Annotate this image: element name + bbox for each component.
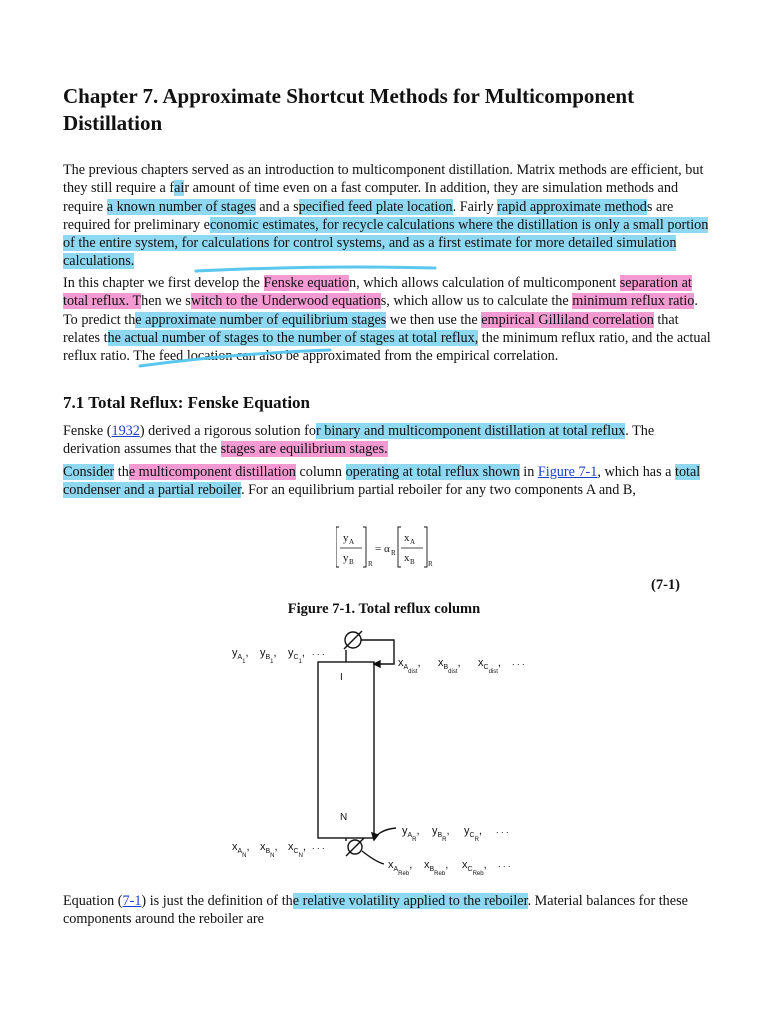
highlight: stages are equilibrium stages. [220,441,388,458]
svg-text:xAdist,: $x_{Adist}$, [398,657,421,675]
highlight: pecified feed plate location [298,198,453,215]
svg-text:xBdist,: $x_{Bdist}$, [438,657,461,675]
chapter-overview-paragraph: In this chapter we first develop the Fenske equation, which allows calculation of multicomponent separation at total reflux. Then we switch to the Underwood equations, which allow us to calculate the minimum reflux ratio. To predict the approximate number of equilibrium stages we then use the empirical Gilliland correlation that relates the actual number of stages to the number of stages at total reflux, the minimum reflux ratio, and the actual reflux ratio. The feed location can also be approximated from the empirical correlation. [63,275,711,365]
svg-text:yC1,: $y_{C1}$, [288,647,305,665]
svg-text:xCdist,: $x_{Cdist}$, [478,657,501,675]
equation-number: (7-1) [651,577,680,593]
eq-y: y [343,552,349,564]
figure-caption: Figure 7-1. Total reflux column [287,601,481,617]
fenske-paragraph: Fenske (1932) derived a rigorous solution for binary and multicomponent distillation at total reflux. The derivation assumes that the stages are equilibrium stages. [63,423,655,458]
highlight: minimum reflux ratio [572,293,695,310]
highlight: conomic estimates, for recycle calculations where the distillation is only a small portion of the entire system, for calculations for control systems, and as a first estimate for more detailed simulation calculations. [63,216,709,270]
section-heading: 7.1 Total Reflux: Fenske Equation [63,393,311,412]
eq-sub-a: A [349,538,355,546]
svg-text:. . .: . . . [312,647,325,657]
svg-text:xAReb,: $x_{AReb}$, [388,859,413,877]
svg-text:yA1,: $y_{A1}$, [232,647,249,665]
highlight: e approximate number of equilibrium stages [135,311,387,328]
highlight: he actual number of stages to the number of stages at total reflux, [107,329,479,346]
intro-paragraph: The previous chapters served as an introduction to multicomponent distillation. Matrix methods are efficient, but they still require a fair amount of time even on a fast computer. In addition, they are simulation methods and require a known number of stages and a specified feed plate location. Fairly rapid approximate methods are required for preliminary economic estimates, for recycle calculations where the distillation is only a small portion of the entire system, for calculations for control systems, and as a first estimate for more detailed simulation calculations. [63,162,709,270]
stage-label-top: I [340,672,343,683]
vapor-top-label [232,647,325,665]
svg-text:. . .: . . . [498,859,511,869]
highlight: Consider [63,464,115,480]
reboiler-vapor-label [402,825,509,843]
total-reflux-column-figure [226,628,542,888]
eq-alpha: α [384,543,390,555]
eq-x: x [404,532,410,544]
highlight: witch to the Underwood equation [190,293,381,310]
svg-text:. . .: . . . [312,841,325,851]
highlight: rapid approximate method [497,198,647,215]
highlight: separation at total reflux. T [63,275,692,310]
chapter-title: Chapter 7. Approximate Shortcut Methods for Multicomponent Distillation [63,84,635,135]
svg-text:xAN,: $x_{AN}$, [232,841,250,859]
svg-text:xCReb,: $x_{CReb}$, [462,859,487,877]
distillate-label [398,657,525,675]
eq-x: x [404,552,410,564]
svg-text:xBReb,: $x_{BReb}$, [424,859,449,877]
relative-volatility-equation [336,525,436,569]
highlight: operating at total reflux shown [345,464,520,480]
highlight: e multicomponent distillation [128,464,296,480]
highlight: empirical Gilliland correlation [481,311,654,328]
svg-text:yAR,: $y_{AR}$, [402,825,420,843]
svg-text:xBN,: $x_{BN}$, [260,841,278,859]
highlight: total condenser and a partial reboiler [63,464,701,499]
eq-sub-r: R [368,560,373,568]
reboiler-bottoms-label [388,859,511,877]
consider-paragraph: Consider the multicomponent distillation column operating at total reflux shown in Figure 7-1, which has a total condenser and a partial reboiler. For an equilibrium partial reboiler for any two components A and B, [63,464,701,499]
svg-text:. . .: . . . [512,657,525,667]
eq-y: y [343,532,349,544]
citation-link[interactable]: 1932 [111,423,140,439]
liquid-bottom-label [232,841,325,859]
svg-text:yBR,: $y_{BR}$, [432,825,450,843]
svg-text:yCR,: $y_{CR}$, [464,825,482,843]
eq-equals: = [375,543,382,555]
eq-sub-b: B [349,558,354,566]
material-balance-paragraph: Equation (7-1) is just the definition of the relative volatility applied to the reboiler. Material balances for these components around the reboiler are [63,893,688,928]
eq-sub-r: R [391,549,396,557]
highlight: Fenske equatio [263,275,350,291]
highlight: r binary and multicomponent distillation at total reflux [315,423,626,439]
equation-link[interactable]: 7-1 [122,893,142,909]
eq-sub-b: B [410,558,415,566]
svg-text:yB1,: $y_{B1}$, [260,647,277,665]
highlight: e relative volatility applied to the reboiler [292,893,528,909]
eq-sub-r: R [428,560,433,568]
highlight: ai [174,180,185,197]
stage-label-bottom: N [340,812,348,823]
highlight: a known number of stages [106,198,256,215]
svg-text:xCN,: $x_{CN}$, [288,841,306,859]
svg-text:. . .: . . . [496,825,509,835]
figure-link[interactable]: Figure 7-1 [537,464,598,480]
eq-sub-a: A [410,538,416,546]
